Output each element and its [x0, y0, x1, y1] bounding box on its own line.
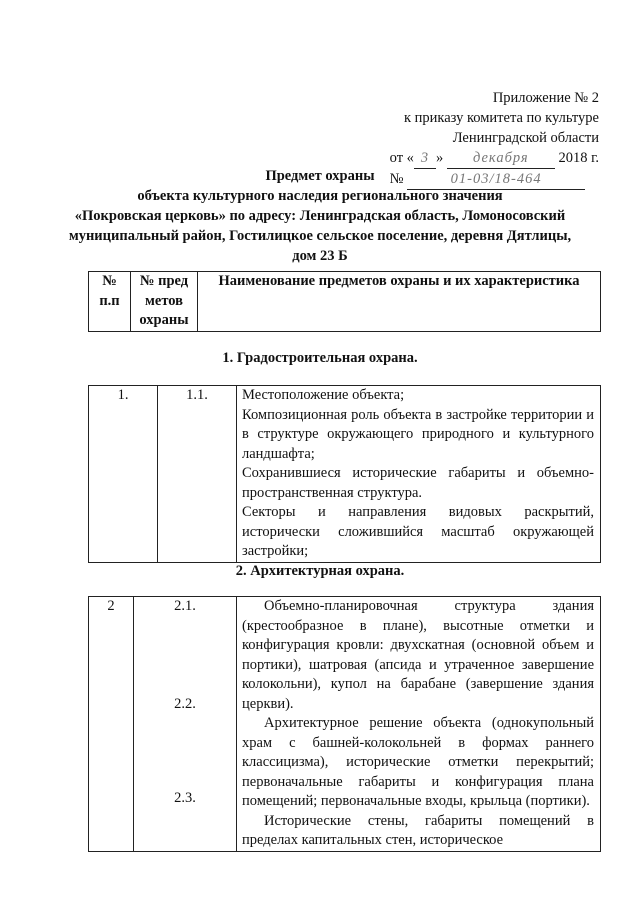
section1-item: Местоположение объекта;: [242, 387, 405, 403]
section2-row-number: 2: [89, 597, 134, 852]
section1-description: [237, 386, 601, 563]
date-day-handwritten: 3: [414, 148, 436, 169]
heading-subject: Предмет охраны: [265, 168, 375, 184]
date-year: 2018 г.: [558, 150, 599, 166]
section2-sub-2-2: 2.2.: [174, 696, 196, 712]
section2-item-1: Объемно-планировочная структура здания (крестообразное в плане), высотные отметки и конфигурация кровли: двухскатная (основной объем и портики), шатровая (апсида и утраченное завершение колокольни), купол на барабане (завершение здания церкви).: [242, 598, 594, 712]
header-table: [88, 271, 601, 332]
section2-description: [237, 597, 601, 852]
heading-object-line: объекта культурного наследия регионального значения: [137, 188, 503, 204]
date-quote-close: »: [435, 150, 444, 166]
section1-table: [88, 385, 601, 563]
number-prefix: №: [389, 171, 404, 187]
heading-address-line-3: дом 23 Б: [292, 248, 348, 264]
number-handwritten: 01-03/18-464: [407, 169, 585, 190]
section2-sub-numbers: [134, 597, 237, 852]
section1-item: Секторы и направления видовых раскрытий, исторически сложившийся масштаб окружающей застройки;: [242, 504, 594, 559]
date-prefix: от «: [389, 150, 414, 166]
section1-item: Сохранившиеся исторические габариты и объемно-пространственная структура.: [242, 465, 594, 501]
header-col-subject-number: № пред метов охраны: [131, 272, 198, 332]
date-month-handwritten: декабря: [447, 148, 555, 169]
section1-item: Композиционная роль объекта в застройке территории и в структуре окружающего природного и культурного ландшафта;: [242, 406, 594, 462]
header-col-number: № п.п: [89, 272, 131, 332]
section2-sub-2-1: 2.1.: [174, 598, 196, 614]
section2-table: [88, 596, 601, 852]
section2-sub-2-3: 2.3.: [174, 790, 196, 806]
appendix-order-line: к приказу комитета по культуре: [403, 110, 599, 126]
heading-address-line-2: муниципальный район, Гостилицкое сельское поселение, деревня Дятлицы,: [68, 228, 572, 244]
header-col-description: Наименование предметов охраны и их характеристика: [198, 272, 601, 332]
appendix-committee-region: Ленинградской области: [452, 130, 599, 146]
heading-address-line-1: «Покровская церковь» по адресу: Ленинградская область, Ломоносовский: [74, 208, 566, 224]
section1-sub-number: 1.1.: [158, 386, 237, 563]
section1-title: 1. Градостроительная охрана.: [222, 350, 418, 366]
section1-row-number: 1.: [89, 386, 158, 563]
section2-item-2: Архитектурное решение объекта (однокупольный храм с башней-колокольней в формах раннего классицизма), исторические отметки перекрытий; первоначальные габариты и конфигурация плана помещений; первоначальные входы, крыльца (портики).: [242, 715, 594, 809]
section2-item-3: Исторические стены, габариты помещений в пределах капитальных стен, историческое: [242, 812, 594, 848]
appendix-title: Приложение № 2: [492, 90, 599, 106]
section2-title: 2. Архитектурная охрана.: [235, 563, 405, 579]
